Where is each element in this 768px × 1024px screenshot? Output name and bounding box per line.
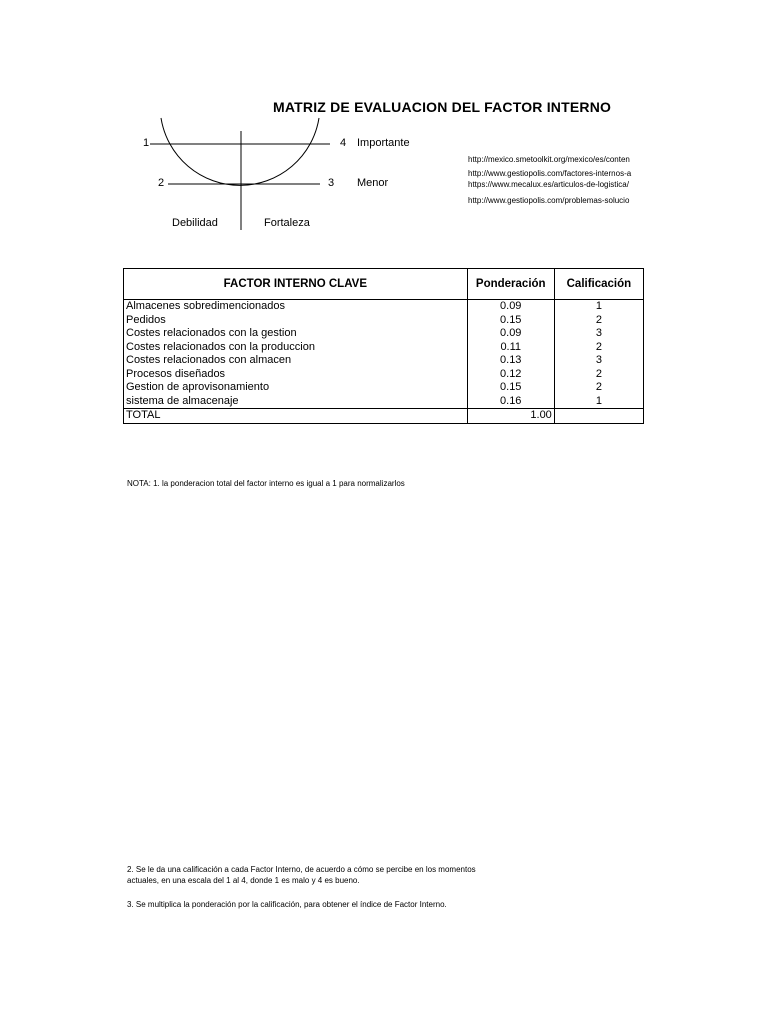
- reference-link[interactable]: http://www.gestiopolis.com/factores-internos-a: [468, 169, 632, 178]
- factor-cell: Costes relacionados con la gestion: [124, 327, 468, 341]
- semicircle-arc: [161, 118, 319, 185]
- diagram-label-menor: Menor: [357, 177, 389, 189]
- header-factor: FACTOR INTERNO CLAVE: [124, 269, 468, 300]
- ponderacion-cell: 0.13: [467, 354, 554, 368]
- total-value: 1.00: [467, 409, 554, 424]
- calificacion-cell: 1: [554, 300, 643, 314]
- ponderacion-cell: 0.12: [467, 368, 554, 382]
- table-row: [124, 368, 644, 382]
- table-row: [124, 300, 644, 314]
- calificacion-cell: 2: [554, 381, 643, 395]
- factor-cell: Gestion de aprovisonamiento: [124, 381, 468, 395]
- ponderacion-cell: 0.09: [467, 300, 554, 314]
- paragraph-3: 3. Se multiplica la ponderación por la calificación, para obtener el índice de Factor Interno.: [127, 900, 447, 909]
- header-ponderacion: Ponderación: [467, 269, 554, 300]
- table-row: [124, 354, 644, 368]
- ponderacion-cell: 0.16: [467, 395, 554, 409]
- diagram-label-debilidad: Debilidad: [172, 217, 218, 229]
- table-header-row: [124, 269, 644, 300]
- factor-cell: Procesos diseñados: [124, 368, 468, 382]
- header-calificacion: Calificación: [554, 269, 643, 300]
- factor-cell: sistema de almacenaje: [124, 395, 468, 409]
- reference-link[interactable]: http://mexico.smetoolkit.org/mexico/es/conten: [468, 155, 630, 164]
- total-label: TOTAL: [124, 409, 468, 424]
- reference-link[interactable]: https://www.mecalux.es/articulos-de-logistica/: [468, 180, 629, 189]
- ponderacion-cell: 0.09: [467, 327, 554, 341]
- paragraph-2: 2. Se le da una calificación a cada Factor Interno, de acuerdo a cómo se percibe en los momentos actuales, en una escala del 1 al 4, donde 1 es malo y 4 es bueno.: [127, 865, 476, 885]
- table-row: [124, 327, 644, 341]
- diagram-number-4: 4: [340, 137, 347, 149]
- table-total-row: [124, 409, 644, 424]
- evaluation-diagram: [0, 0, 768, 260]
- factor-matrix-table: [123, 268, 644, 424]
- diagram-label-importante: Importante: [357, 137, 410, 149]
- ponderacion-cell: 0.15: [467, 381, 554, 395]
- calificacion-cell: 2: [554, 368, 643, 382]
- diagram-number-1: 1: [143, 137, 150, 149]
- diagram-number-3: 3: [328, 177, 335, 189]
- calificacion-cell: 2: [554, 314, 643, 328]
- calificacion-cell: 1: [554, 395, 643, 409]
- table-row: [124, 395, 644, 409]
- calificacion-cell: 2: [554, 341, 643, 355]
- factor-cell: Costes relacionados con la produccion: [124, 341, 468, 355]
- factor-cell: Almacenes sobredimencionados: [124, 300, 468, 314]
- note-text: NOTA: 1. la ponderacion total del factor interno es igual a 1 para normalizarlos: [127, 479, 405, 488]
- diagram-number-2: 2: [158, 177, 165, 189]
- total-empty-cell: [554, 409, 643, 424]
- factor-cell: Pedidos: [124, 314, 468, 328]
- diagram-label-fortaleza: Fortaleza: [264, 217, 310, 229]
- page-title: MATRIZ DE EVALUACION DEL FACTOR INTERNO: [273, 99, 612, 115]
- table-row: [124, 341, 644, 355]
- table-row: [124, 314, 644, 328]
- ponderacion-cell: 0.15: [467, 314, 554, 328]
- ponderacion-cell: 0.11: [467, 341, 554, 355]
- factor-cell: Costes relacionados con almacen: [124, 354, 468, 368]
- table-row: [124, 381, 644, 395]
- calificacion-cell: 3: [554, 354, 643, 368]
- calificacion-cell: 3: [554, 327, 643, 341]
- reference-link[interactable]: http://www.gestiopolis.com/problemas-solucio: [468, 196, 630, 205]
